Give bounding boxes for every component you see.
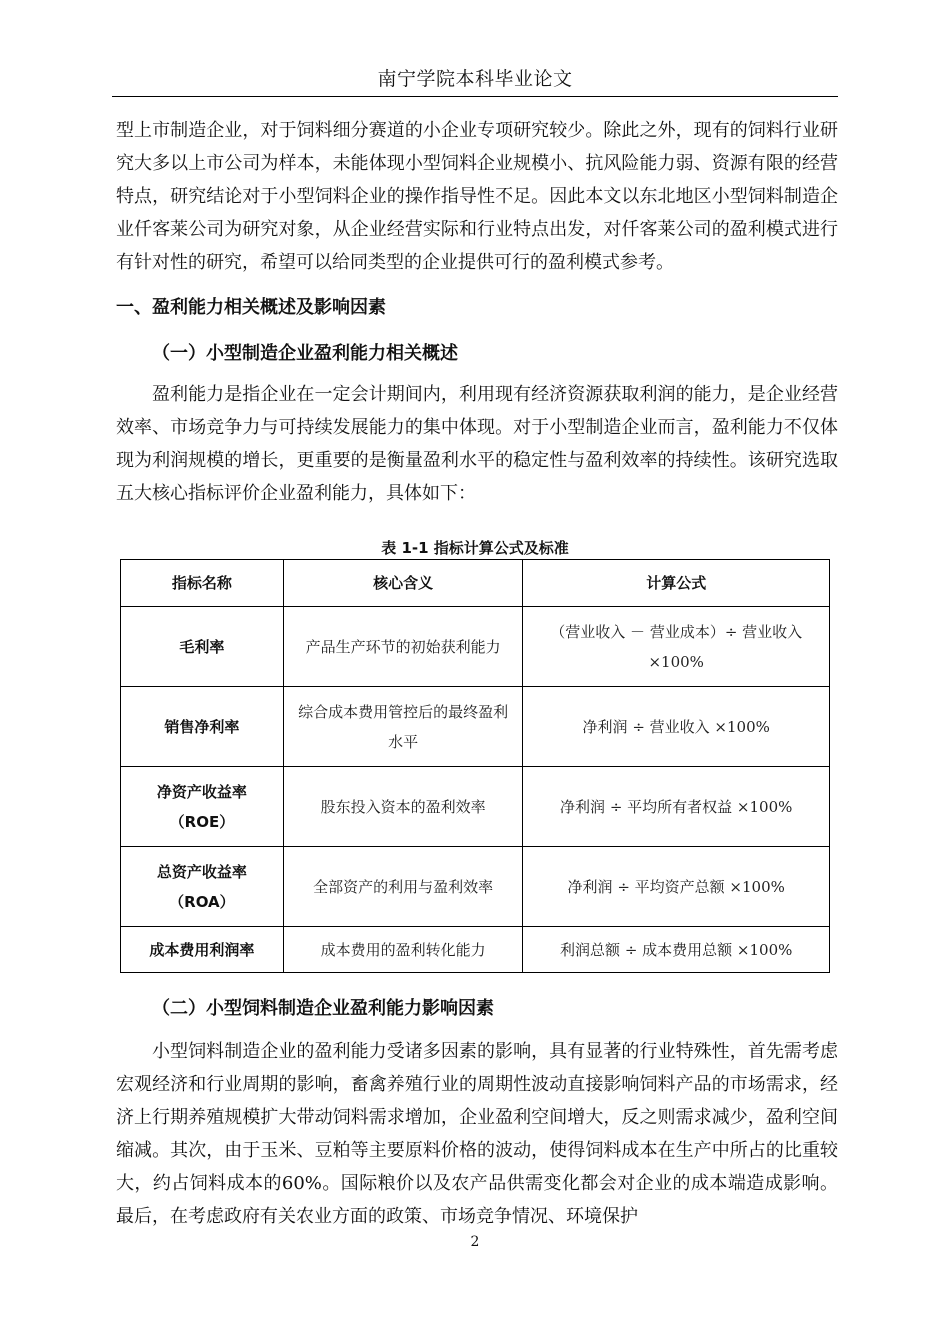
cell-meaning: 综合成本费用管控后的最终盈利水平 [283, 687, 523, 767]
column-header-formula: 计算公式 [523, 560, 830, 607]
cell-meaning: 全部资产的利用与盈利效率 [283, 847, 523, 927]
cell-meaning: 产品生产环节的初始获利能力 [283, 607, 523, 687]
table-row [121, 767, 830, 847]
header-rule [112, 96, 838, 97]
cell-name: 净资产收益率（ROE） [121, 767, 284, 847]
paragraph-profitability-overview: 盈利能力是指企业在一定会计期间内，利用现有经济资源获取利润的能力，是企业经营效率、市场竞争力与可持续发展能力的集中体现。对于小型制造企业而言，盈利能力不仅体现为利润规模的增长，更重要的是衡量盈利水平的稳定性与盈利效率的持续性。该研究选取五大核心指标评价企业盈利能力，具体如下： [116, 384, 838, 504]
column-header-name: 指标名称 [121, 560, 284, 607]
cell-formula: 净利润 ÷ 平均所有者权益 ×100% [523, 767, 830, 847]
cell-name: 成本费用利润率 [121, 927, 284, 973]
table-header-row [121, 560, 830, 607]
cell-name: 毛利率 [121, 607, 284, 687]
table-row [121, 847, 830, 927]
cell-meaning: 成本费用的盈利转化能力 [283, 927, 523, 973]
subsection-heading-1: （一）小型制造企业盈利能力相关概述 [152, 343, 458, 364]
table-row [121, 607, 830, 687]
cell-meaning: 股东投入资本的盈利效率 [283, 767, 523, 847]
cell-formula: （营业收入 － 营业成本）÷ 营业收入 ×100% [523, 607, 830, 687]
table-caption: 表 1-1 指标计算公式及标准 [381, 539, 569, 557]
cell-formula: 净利润 ÷ 平均资产总额 ×100% [523, 847, 830, 927]
cell-name: 总资产收益率（ROA） [121, 847, 284, 927]
running-header: 南宁学院本科毕业论文 [377, 68, 573, 90]
table-row [121, 687, 830, 767]
page-number: 2 [470, 1234, 480, 1250]
cell-formula: 净利润 ÷ 营业收入 ×100% [523, 687, 830, 767]
paragraph-influencing-factors: 小型饲料制造企业的盈利能力受诸多因素的影响，具有显著的行业特殊性，首先需考虑宏观经济和行业周期的影响，畜禽养殖行业的周期性波动直接影响饲料产品的市场需求，经济上行期养殖规模扩大带动饲料需求增加，企业盈利空间增大，反之则需求减少，盈利空间缩减。其次，由于玉米、豆粕等主要原料价格的波动，使得饲料成本在生产中所占的比重较大，约占饲料成本的60%。国际粮价以及农产品供需变化都会对企业的成本端造成影响。最后，在考虑政府有关农业方面的政策、市场竞争情况、环境保护 [116, 1041, 838, 1227]
section-heading-1: 一、盈利能力相关概述及影响因素 [116, 297, 386, 318]
cell-name: 销售净利率 [121, 687, 284, 767]
table-row [121, 927, 830, 973]
metrics-table [120, 559, 830, 973]
subsection-heading-2: （二）小型饲料制造企业盈利能力影响因素 [152, 998, 494, 1019]
paragraph-intro-continued: 型上市制造企业，对于饲料细分赛道的小企业专项研究较少。除此之外，现有的饲料行业研究大多以上市公司为样本，未能体现小型饲料企业规模小、抗风险能力弱、资源有限的经营特点，研究结论对于小型饲料企业的操作指导性不足。因此本文以东北地区小型饲料制造企业仟客莱公司为研究对象，从企业经营实际和行业特点出发，对仟客莱公司的盈利模式进行有针对性的研究，希望可以给同类型的企业提供可行的盈利模式参考。 [116, 120, 838, 273]
column-header-meaning: 核心含义 [283, 560, 523, 607]
cell-formula: 利润总额 ÷ 成本费用总额 ×100% [523, 927, 830, 973]
